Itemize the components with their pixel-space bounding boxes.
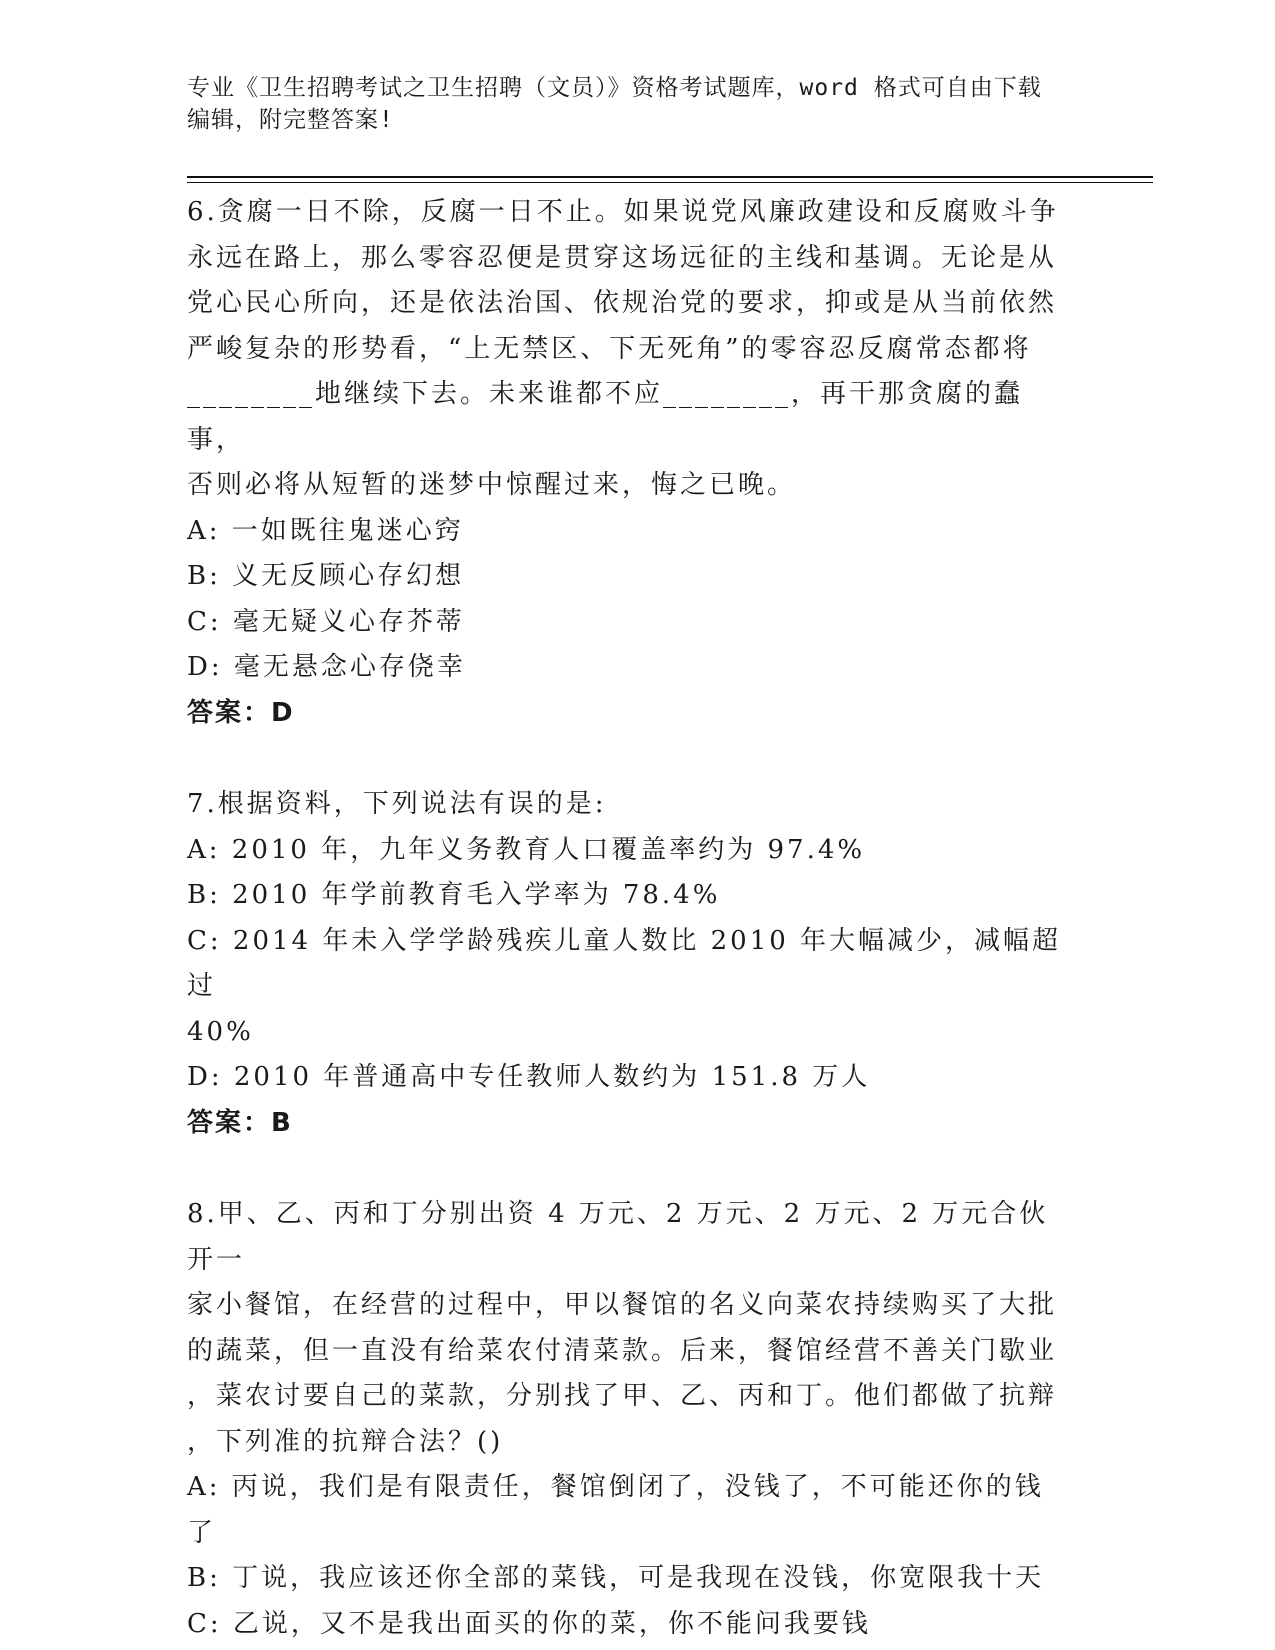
option-b: B: 义无反顾心存幻想	[187, 561, 465, 591]
spacer	[187, 736, 1067, 782]
question-6	[187, 190, 1067, 736]
question-list	[187, 190, 1067, 1647]
option-b: B: 2010 年学前教育毛入学率为 78.4%	[187, 880, 721, 910]
answer-6: 答案：D	[187, 697, 295, 728]
header-rule-thick	[187, 176, 1153, 178]
question-line: 否则必将从短暂的迷梦中惊醒过来，悔之已晚。	[187, 470, 797, 500]
option-c: C: 2014 年未入学学龄残疾儿童人数比 2010 年大幅减少，减幅超过	[187, 925, 1062, 1001]
question-line: 永远在路上，那么零容忍便是贯穿这场远征的主线和基调。无论是从	[187, 242, 1058, 273]
option-a: A: 一如既往鬼迷心窍	[187, 515, 464, 546]
question-line: 的蔬菜，但一直没有给菜农付清菜款。后来，餐馆经营不善关门歇业	[187, 1335, 1058, 1366]
option-b: B: 丁说，我应该还你全部的菜钱，可是我现在没钱，你宽限我十天	[187, 1563, 1045, 1593]
question-7	[187, 782, 1067, 1146]
question-line: ，下列准的抗辩合法？()	[187, 1426, 504, 1457]
question-line: ________地继续下去。未来谁都不应________，再干那贪腐的蠢事，	[187, 379, 1024, 455]
question-line: ，菜农讨要自己的菜款，分别找了甲、乙、丙和丁。他们都做了抗辩	[187, 1381, 1058, 1411]
option-c-continued: 40%	[187, 1016, 254, 1047]
question-line: 家小餐馆，在经营的过程中，甲以餐馆的名义向菜农持续购买了大批	[187, 1290, 1058, 1320]
answer-7: 答案：B	[187, 1107, 293, 1138]
spacer	[187, 1146, 1067, 1192]
option-a: A: 2010 年，九年义务教育人口覆盖率约为 97.4%	[187, 834, 866, 865]
header-line-2: 编辑，附完整答案!	[187, 107, 394, 133]
question-8	[187, 1192, 1067, 1647]
header-rule-thin	[187, 182, 1153, 183]
question-line: 严峻复杂的形势看，“上无禁区、下无死角”的零容忍反腐常态都将	[187, 333, 1032, 364]
document-header	[187, 72, 1067, 136]
question-line: 8.甲、乙、丙和丁分别出资 4 万元、2 万元、2 万元、2 万元合伙开一	[187, 1199, 1049, 1275]
header-line-1: 专业《卫生招聘考试之卫生招聘（文员）》资格考试题库，word 格式可自由下载	[187, 75, 1042, 101]
question-line: 7.根据资料，下列说法有误的是:	[187, 789, 607, 819]
option-d: D: 毫无悬念心存侥幸	[187, 652, 466, 682]
option-c: C: 乙说，又不是我出面买的你的菜，你不能问我要钱	[187, 1608, 871, 1639]
option-c: C: 毫无疑义心存芥蒂	[187, 606, 465, 637]
question-line: 6.贪腐一日不除，反腐一日不止。如果说党风廉政建设和反腐败斗争	[187, 197, 1059, 227]
option-a: A: 丙说，我们是有限责任，餐馆倒闭了，没钱了，不可能还你的钱了	[187, 1472, 1044, 1548]
question-line: 党心民心所向，还是依法治国、依规治党的要求，抑或是从当前依然	[187, 288, 1058, 318]
option-d: D: 2010 年普通高中专任教师人数约为 151.8 万人	[187, 1062, 871, 1092]
